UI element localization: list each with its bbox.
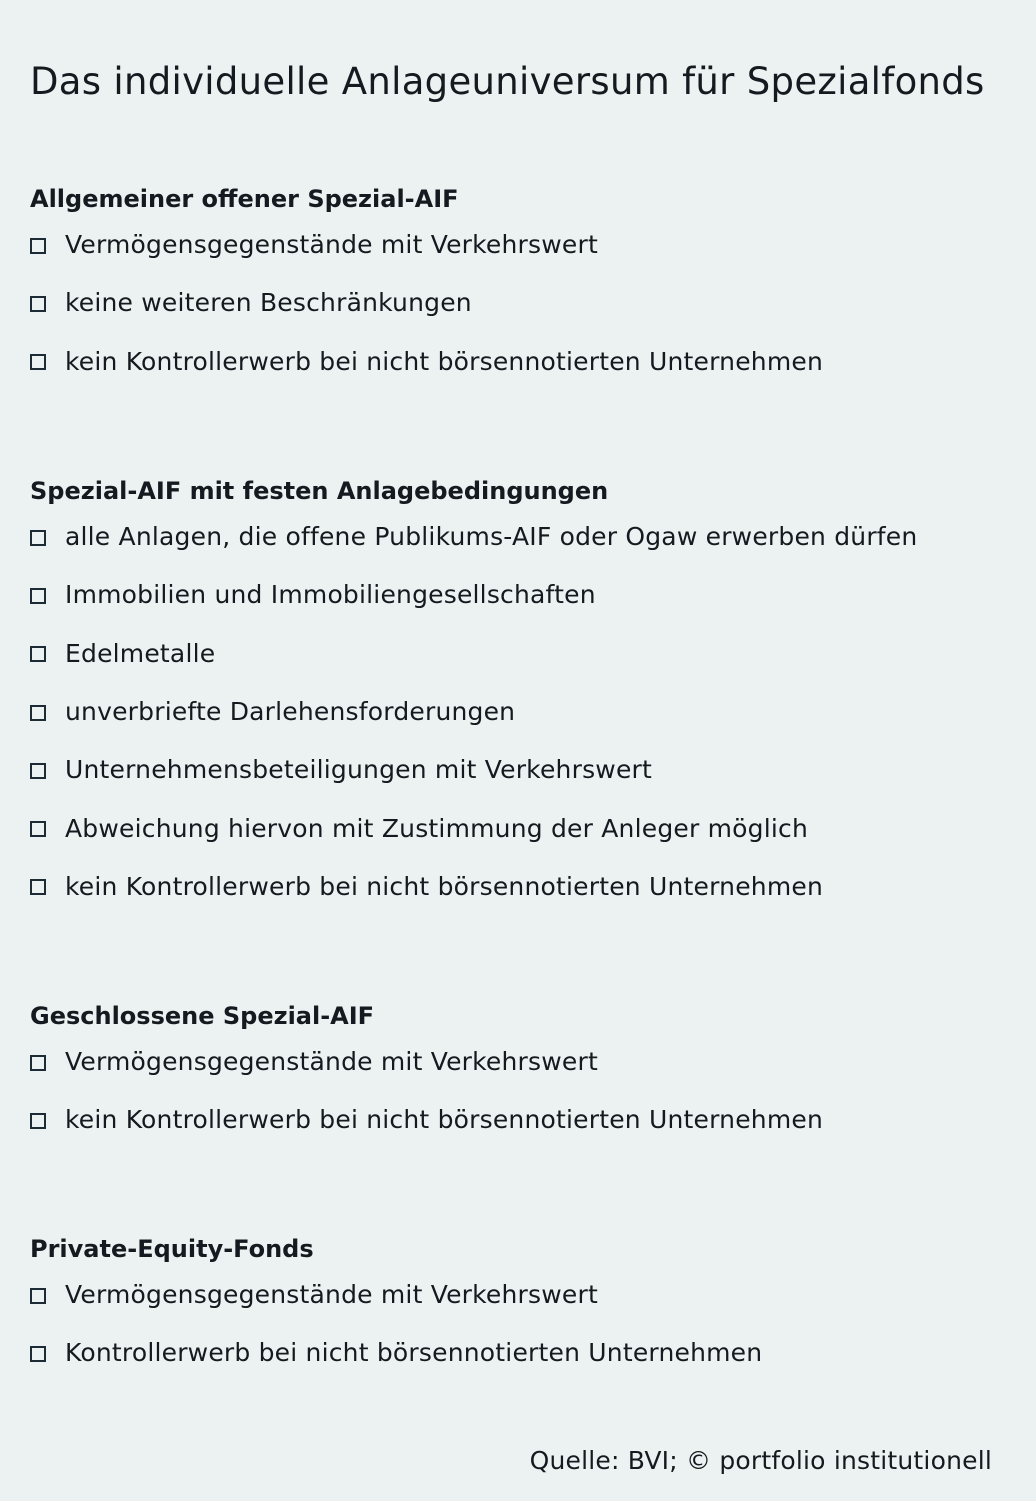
empty-checkbox-icon [30, 705, 46, 721]
section-private-equity-fonds [30, 1234, 762, 1383]
list-item-label: keine weiteren Beschränkungen [65, 288, 472, 318]
list-item [30, 1324, 762, 1382]
empty-checkbox-icon [30, 588, 46, 604]
list-item [30, 508, 917, 566]
list-item-label: kein Kontrollerwerb bei nicht börsennotierten Unternehmen [65, 1105, 823, 1135]
list-item [30, 741, 917, 799]
list-item-label: Immobilien und Immobiliengesellschaften [65, 580, 596, 610]
list-item-label: unverbriefte Darlehensforderungen [65, 697, 516, 727]
section-allgemeiner-offener-spezial-aif [30, 184, 823, 391]
list-item-label: alle Anlagen, die offene Publikums-AIF oder Ogaw erwerben dürfen [65, 522, 918, 552]
item-list [30, 1033, 823, 1150]
list-item [30, 274, 823, 332]
section-heading: Geschlossene Spezial-AIF [30, 1002, 375, 1030]
empty-checkbox-icon [30, 879, 46, 895]
page-title: Das individuelle Anlageuniversum für Spezialfonds [30, 60, 985, 103]
list-item-label: Vermögensgegenstände mit Verkehrswert [65, 1280, 598, 1310]
list-item [30, 625, 917, 683]
list-item [30, 799, 917, 857]
section-geschlossene-spezial-aif [30, 1001, 823, 1150]
item-list [30, 216, 823, 391]
list-item-label: Edelmetalle [65, 638, 216, 668]
empty-checkbox-icon [30, 1346, 46, 1362]
section-heading: Private-Equity-Fonds [30, 1235, 314, 1263]
list-item-label: Vermögensgegenstände mit Verkehrswert [65, 1047, 598, 1077]
empty-checkbox-icon [30, 646, 46, 662]
list-item [30, 1266, 762, 1324]
list-item-label: kein Kontrollerwerb bei nicht börsennotierten Unternehmen [65, 346, 823, 376]
list-item-label: Kontrollerwerb bei nicht börsennotierten Unternehmen [65, 1338, 763, 1368]
empty-checkbox-icon [30, 354, 46, 370]
empty-checkbox-icon [30, 1055, 46, 1071]
empty-checkbox-icon [30, 763, 46, 779]
list-item-label: Vermögensgegenstände mit Verkehrswert [65, 230, 598, 260]
empty-checkbox-icon [30, 1288, 46, 1304]
item-list [30, 1266, 762, 1383]
source-note: Quelle: BVI; © portfolio institutionell [529, 1446, 992, 1475]
list-item [30, 1091, 823, 1149]
list-item [30, 1033, 823, 1091]
list-item [30, 683, 917, 741]
empty-checkbox-icon [30, 821, 46, 837]
section-spezial-aif-mit-festen-anlagebedingungen [30, 476, 917, 916]
list-item-label: kein Kontrollerwerb bei nicht börsennotierten Unternehmen [65, 871, 823, 901]
list-item-label: Unternehmensbeteiligungen mit Verkehrswert [65, 755, 653, 785]
empty-checkbox-icon [30, 238, 46, 254]
list-item [30, 333, 823, 391]
section-heading: Spezial-AIF mit festen Anlagebedingungen [30, 477, 609, 505]
section-heading: Allgemeiner offener Spezial-AIF [30, 185, 459, 213]
list-item-label: Abweichung hiervon mit Zustimmung der Anleger möglich [65, 813, 808, 843]
list-item [30, 216, 823, 274]
empty-checkbox-icon [30, 530, 46, 546]
list-item [30, 566, 917, 624]
empty-checkbox-icon [30, 296, 46, 312]
item-list [30, 508, 917, 916]
empty-checkbox-icon [30, 1113, 46, 1129]
list-item [30, 858, 917, 916]
